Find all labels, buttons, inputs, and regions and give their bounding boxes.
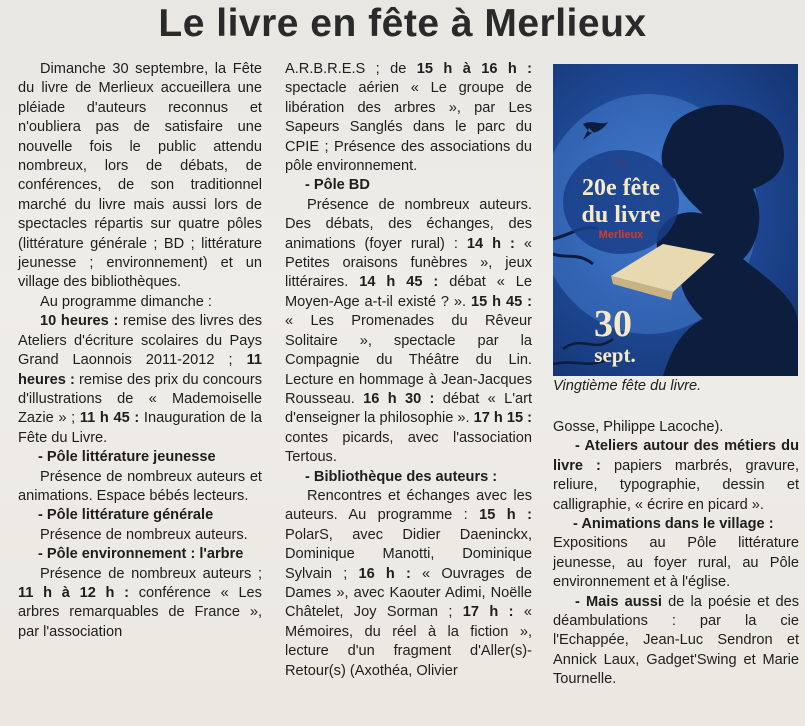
section-title-ateliers: - Ateliers autour des métiers du livre :	[553, 438, 799, 474]
poster-date-day: 30	[594, 303, 632, 345]
image-caption: Vingtième fête du livre.	[553, 378, 702, 394]
section-text-jeunesse: Présence de nombreux auteurs et animations. Espace bébés lecteurs.	[18, 468, 262, 504]
festival-poster-image	[553, 64, 798, 376]
section-title-bd: - Pôle BD	[305, 177, 370, 194]
section-ateliers	[553, 437, 799, 515]
text-run: PolarS, avec Didier Daeninckx, Dominique Manotti, Dominique Sylvain ;	[285, 526, 532, 582]
article-column-3	[553, 418, 799, 690]
section-text-bd	[285, 196, 532, 468]
text-run: contes picards, avec l'association Tertous.	[285, 429, 532, 466]
section-text-ateliers: papiers marbrés, gravure, reliure, typographie, dessin et calligraphie, « écrire en picard ».	[553, 457, 799, 513]
text-run: Rencontres et échanges avec les auteurs. Au programme :	[285, 487, 532, 524]
schedule-text: Inauguration de la Fête du Livre.	[18, 410, 262, 446]
programme-intro: Au programme dimanche :	[40, 293, 212, 310]
poster-illustration	[553, 64, 798, 376]
text-run: Présence de nombreux auteurs. Des débats, des échanges, des animations (foyer rural) :	[285, 196, 532, 252]
section-aussi	[553, 593, 799, 690]
text-run: « Mémoires, du réel à la fiction », lecture d'un fragment d'Aller(s)-Retour(s) (Axothéa, Olivier	[285, 604, 533, 679]
text-run: « Petites oraisons funèbres », jeux littéraires.	[285, 235, 533, 291]
bibliotheque-continued: Gosse, Philippe Lacoche).	[553, 419, 724, 435]
intro-paragraph: Dimanche 30 septembre, la Fête du livre de Merlieux accueillera une pléiade d'auteurs reconnus et n'oubliera pas de satisfaire une nouvelle fois le public attendu nombreux, lors de débats, de conférences, de son traditionnel marché du livre mais aussi lors de spectacles répartis sur quatre pôles (littérature générale ; BD ; littérature jeunesse ; environnement) et un village des bibliothèques.	[18, 61, 262, 291]
text-run: « Ouvrages de Dames », avec Kaouter Adimi, Noëlle Châtelet, Joy Sorman ;	[285, 565, 532, 621]
time-label: 11 h à 12 h :	[18, 584, 129, 601]
section-title-environnement: - Pôle environnement : l'arbre	[38, 546, 244, 563]
schedule-text: remise des livres des Ateliers d'écriture scolaires du Pays Grand Laonnois 2011-2012 ;	[18, 313, 263, 369]
section-text-bibliotheque	[285, 487, 532, 681]
schedule-paragraph	[18, 312, 262, 448]
time-label: 10 heures :	[40, 313, 119, 330]
text-run: A.R.B.R.E.S ; de	[285, 61, 417, 77]
text-run: « Les Promenades du Rêveur Solitaire », spectacle par la Compagnie du Théâtre du Lin. Lecture en hommage à Jean-Jacques Rousseau.	[285, 313, 532, 407]
time-label: 14 h 45 :	[359, 274, 439, 291]
text-run: débat « Le Moyen-Age a-t-il existé ? ».	[285, 274, 532, 310]
section-text-aussi: de la poésie et des déambulations : par la cie l'Echappée, Jean-Luc Sendron et Annick Laux, Gadget'Swing et Marie Tournelle.	[553, 593, 799, 688]
time-label: 16 h :	[358, 565, 411, 582]
time-label: 11 heures :	[18, 352, 262, 388]
time-label: 15 h :	[479, 507, 532, 524]
section-title-aussi: - Mais aussi	[575, 593, 662, 610]
text-run: débat « L'art d'enseigner la philosophie ».	[285, 390, 533, 427]
environnement-continued	[285, 60, 532, 176]
time-label: 17 h :	[462, 604, 514, 621]
article-column-1	[18, 60, 262, 642]
section-title-village: - Animations dans le village :	[573, 516, 774, 533]
reader-silhouette	[657, 105, 798, 376]
poster-town: Merlieux	[598, 229, 644, 241]
time-label: 11 h 45 :	[79, 410, 140, 427]
text-run: conférence « Les arbres remarquables de France », par l'association	[18, 584, 262, 640]
time-label: 16 h 30 :	[363, 390, 435, 407]
text-run: Présence de nombreux auteurs ;	[40, 565, 262, 582]
section-text-village: Expositions au Pôle littérature jeunesse, au foyer rural, au Pôle environnement et à l'église.	[553, 535, 799, 591]
section-title-generale: - Pôle littérature générale	[38, 507, 214, 524]
section-title-bibliotheque: - Bibliothèque des auteurs :	[305, 468, 498, 485]
text-run: spectacle aérien « Le groupe de libération des arbres », par Les Sapeurs Sanglés dans le parc du CPIE ; Présence des associations du pôle environnement.	[285, 80, 532, 175]
poster-date-month: sept.	[594, 343, 636, 367]
time-label: 17 h 15 :	[473, 410, 532, 427]
time-label: 14 h :	[466, 235, 515, 252]
schedule-text: remise des prix du concours d'illustrations de « Mademoiselle Zazie » ;	[18, 371, 262, 427]
time-label: 15 h à 16 h :	[416, 61, 532, 77]
poster-title-line2: du livre	[581, 202, 661, 228]
time-label: 15 h 45 :	[471, 293, 532, 310]
section-title-jeunesse: - Pôle littérature jeunesse	[38, 449, 216, 466]
article-column-2	[285, 60, 532, 681]
article-headline: Le livre en fête à Merlieux	[158, 2, 647, 45]
poster-title-line1: 20e fête	[582, 175, 660, 201]
section-text-environnement	[18, 565, 262, 643]
section-text-generale: Présence de nombreux auteurs.	[40, 526, 248, 543]
